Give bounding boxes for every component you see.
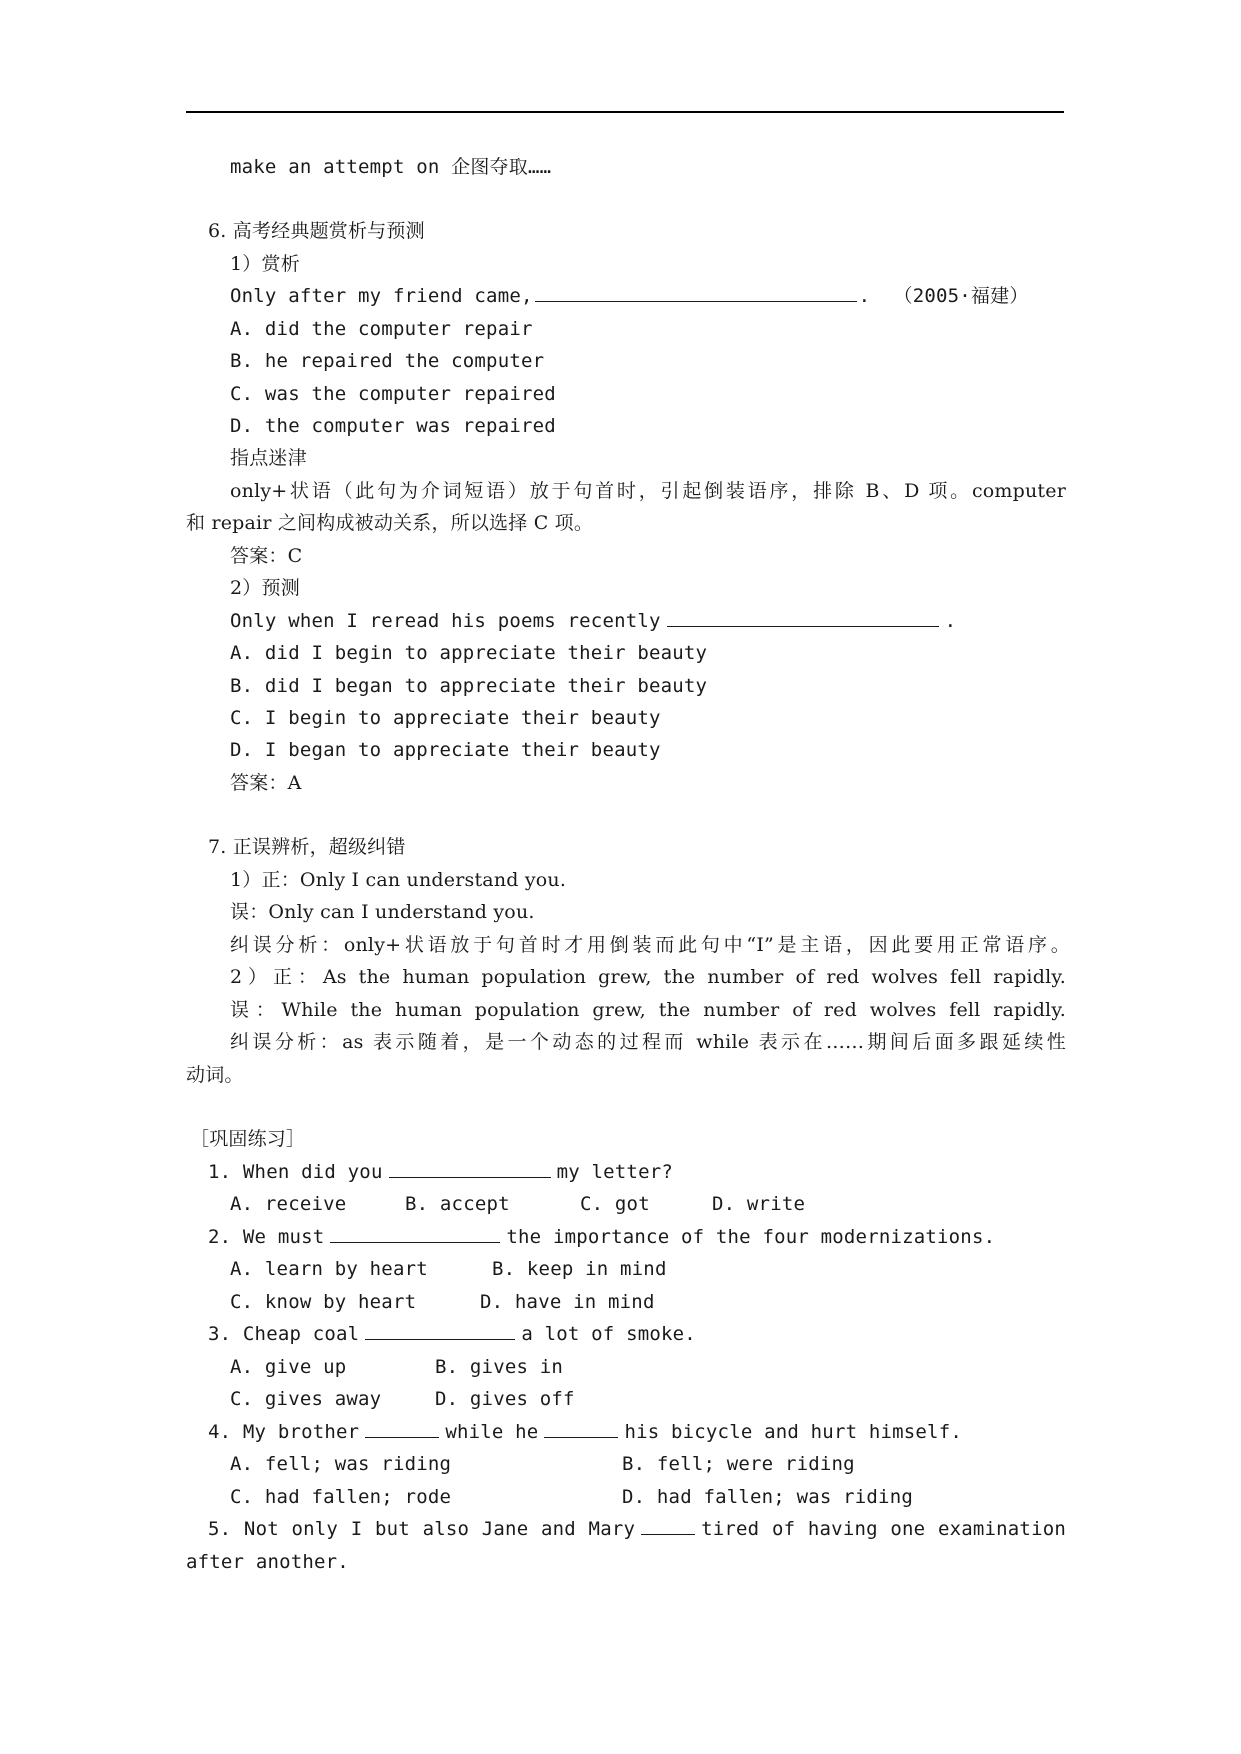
section-7-title: 7. 正误辨析，超级纠错 [208, 836, 406, 858]
practice-3-part-b: a lot of smoke. [521, 1323, 696, 1345]
q61-source: . （2005·福建） [858, 285, 1029, 307]
practice-1-option-a: A. receive [230, 1193, 347, 1215]
practice-5-part-a: 5. Not only I but also Jane and Mary [208, 1518, 636, 1540]
section-7-2-analysis-line2: 动词。 [186, 1064, 244, 1086]
q61-option-c: C. was the computer repaired [230, 383, 556, 405]
practice-1-option-b: B. accept [405, 1193, 510, 1215]
q61-option-b: B. he repaired the computer [230, 350, 545, 372]
practice-1-stem [208, 1158, 673, 1186]
section-7-2-analysis-line1: 纠误分析：as 表示随着，是一个动态的过程而 while 表示在……期间后面多跟延续性 [230, 1031, 1066, 1053]
answer-blank [365, 1321, 515, 1340]
practice-5-part-b: tired of having one examination [701, 1518, 1066, 1540]
q61-option-a: A. did the computer repair [230, 318, 533, 340]
practice-1-option-d: D. write [712, 1193, 806, 1215]
practice-4-part-b: while he [445, 1421, 539, 1443]
practice-3-option-a: A. give up [230, 1356, 347, 1378]
answer-blank [667, 608, 939, 627]
practice-5-stem-cont: after another. [186, 1551, 349, 1573]
q61-option-d: D. the computer was repaired [230, 415, 556, 437]
header-rule [186, 111, 1064, 113]
practice-3-stem [208, 1320, 696, 1348]
answer-blank [389, 1159, 551, 1178]
practice-3-option-c: C. gives away [230, 1388, 382, 1410]
q62-end: . [944, 610, 957, 632]
answer-blank [535, 283, 857, 302]
practice-2-option-b: B. keep in mind [492, 1258, 667, 1280]
practice-1-part-a: 1. When did you [208, 1161, 383, 1183]
practice-1-part-b: my letter? [556, 1161, 673, 1183]
q62-option-c: C. I begin to appreciate their beauty [230, 707, 661, 729]
answer-blank [365, 1419, 439, 1438]
answer-61: 答案：C [230, 545, 303, 567]
practice-4-part-a: 4. My brother [208, 1421, 360, 1443]
section-7-1-right: 1）正：Only I can understand you. [230, 869, 567, 891]
section-6-1-title: 1）赏析 [230, 253, 300, 275]
practice-4-option-b: B. fell; were riding [622, 1453, 855, 1475]
practice-2-option-d: D. have in mind [480, 1291, 655, 1313]
practice-title: ［巩固练习］ [190, 1128, 306, 1150]
practice-4-options-row1 [230, 1450, 855, 1478]
practice-1-option-c: C. got [580, 1193, 650, 1215]
section-7-2-wrong: 误：While the human population grew, the number of red wolves fell rapidly. [230, 999, 1066, 1021]
answer-62: 答案：A [230, 772, 302, 794]
practice-4-option-d: D. had fallen; was riding [622, 1486, 913, 1508]
section-7-1-analysis: 纠误分析：only+状语放于句首时才用倒装而此句中“I”是主语，因此要用正常语序。 [230, 934, 1070, 956]
practice-2-option-c: C. know by heart [230, 1291, 417, 1313]
practice-3-options-row1 [230, 1353, 563, 1381]
section-6-title: 6. 高考经典题赏析与预测 [208, 220, 425, 242]
practice-3-part-a: 3. Cheap coal [208, 1323, 360, 1345]
practice-2-option-a: A. learn by heart [230, 1258, 428, 1280]
section-6-2-title: 2）预测 [230, 577, 300, 599]
tip-text-line2: 和 repair 之间构成被动关系，所以选择 C 项。 [186, 512, 594, 534]
practice-3-option-d: D. gives off [435, 1388, 575, 1410]
q61-stem: Only after my friend came, [230, 285, 533, 307]
practice-2-part-b: the importance of the four modernizations. [506, 1226, 996, 1248]
practice-4-stem [208, 1418, 962, 1446]
tip-label: 指点迷津 [230, 447, 307, 469]
phrase-attempt: make an attempt on 企图夺取…… [230, 156, 552, 178]
practice-2-options-row2 [230, 1288, 655, 1316]
practice-4-option-a: A. fell; was riding [230, 1453, 452, 1475]
q62-stem: Only when I reread his poems recently [230, 610, 661, 632]
answer-blank [544, 1419, 618, 1438]
q62-option-a: A. did I begin to appreciate their beauty [230, 642, 708, 664]
q62-stem-line [230, 607, 956, 635]
practice-3-option-b: B. gives in [435, 1356, 564, 1378]
tip-text-line1: only+状语（此句为介词短语）放于句首时，引起倒装语序，排除 B、D 项。computer [230, 480, 1066, 502]
practice-4-options-row2 [230, 1483, 913, 1511]
practice-4-option-c: C. had fallen; rode [230, 1486, 452, 1508]
q62-option-b: B. did I began to appreciate their beauty [230, 675, 708, 697]
practice-2-part-a: 2. We must [208, 1226, 325, 1248]
practice-1-options [230, 1190, 805, 1218]
answer-blank [641, 1516, 695, 1535]
answer-blank [330, 1224, 500, 1243]
practice-3-options-row2 [230, 1385, 575, 1413]
section-7-2-right: 2）正：As the human population grew, the number of red wolves fell rapidly. [230, 966, 1066, 988]
q61-stem-line [230, 282, 1029, 310]
q62-option-d: D. I began to appreciate their beauty [230, 739, 661, 761]
practice-5-stem [208, 1515, 1066, 1543]
section-7-1-wrong: 误：Only can I understand you. [230, 901, 535, 923]
practice-4-part-c: his bicycle and hurt himself. [624, 1421, 962, 1443]
practice-2-options-row1 [230, 1255, 667, 1283]
practice-2-stem [208, 1223, 995, 1251]
